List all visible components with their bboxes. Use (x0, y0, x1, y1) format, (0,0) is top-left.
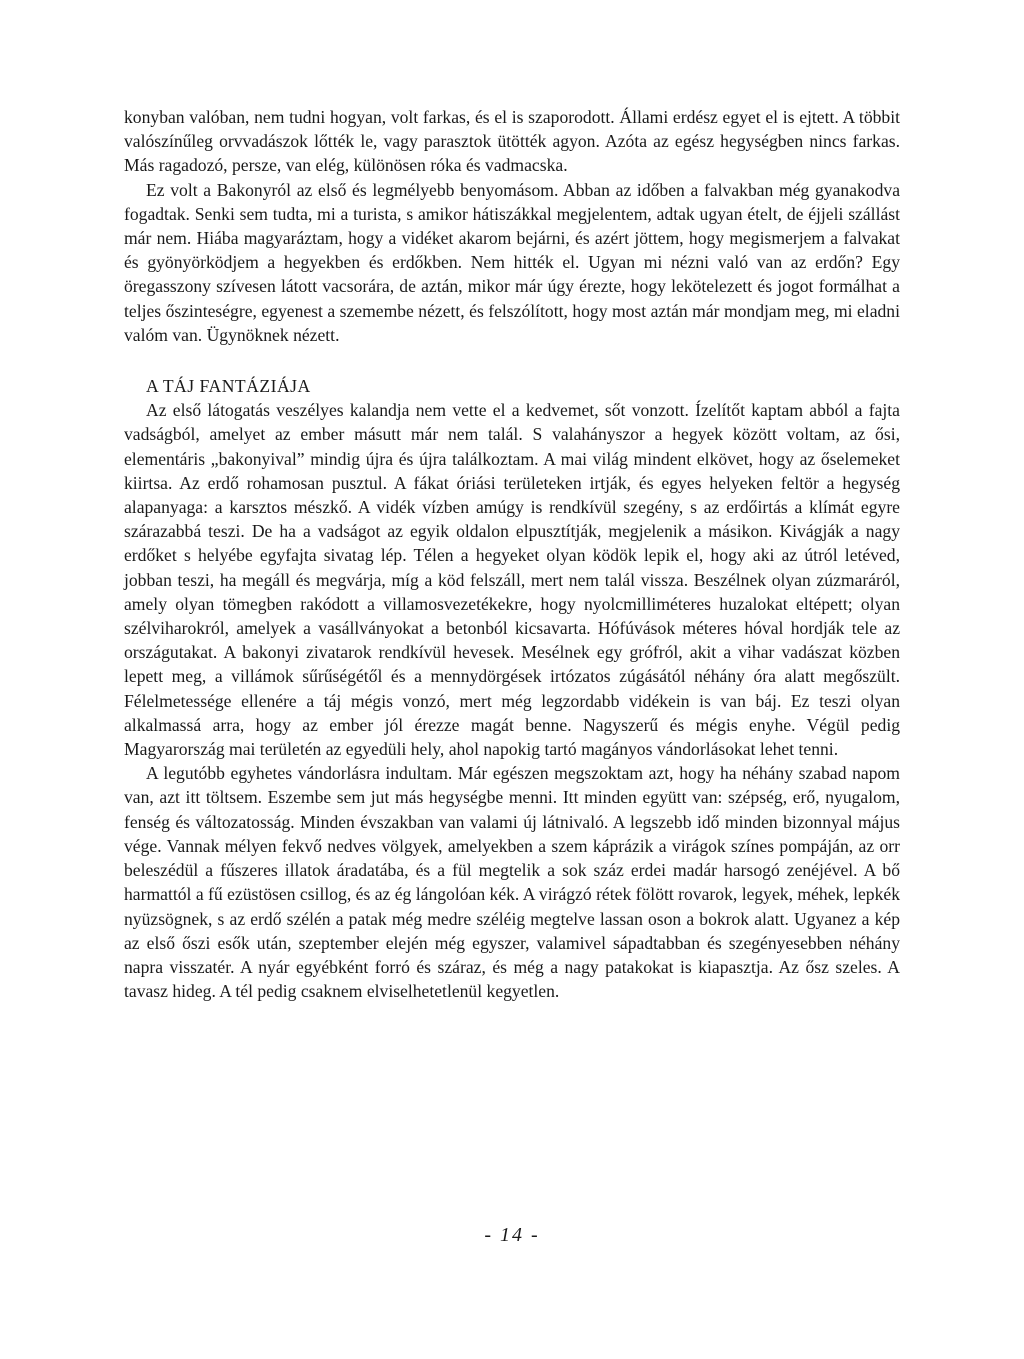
paragraph-wandering: A legutóbb egyhetes vándorlásra indultam. Már egészen megszoktam azt, hogy ha néhány szabad napom van, azt itt töltsem. Eszembe sem jut más hegységbe menni. Itt minden együtt van: szépség, erő, nyugalom, fenség és változatosság. Minden évszakban van valami új látnivaló. A legszebb idő minden bizonnyal május vége. Vannak mélyen fekvő nedves völgyek, amelyekben a szem káprázik a virágok színes pompáján, az orr beleszédül a fűszeres illatok áradatába, és a fül megtelik a sok száz erdei madár harsogó zenéjével. A bő harmattól a fű ezüstösen csillog, és az ég lángolóan kék. A virágzó rétek fölött rovarok, legyek, méhek, lepkék nyüzsögnek, s az erdő szélén a patak még medre széléig megtelve lassan oson a bokrok alatt. Ugyanez a kép az első őszi esők után, szeptember elején még egyszer, valamivel sápadtabban és szegényesebben néhány napra visszatér. A nyár egyébként forró és száraz, és még a nagy patakokat is kiapasztja. Az ősz szeles. A tavasz hideg. A tél pedig csaknem elviselhetetlenül kegyetlen. (124, 763, 900, 1002)
paragraph-continuation: konyban valóban, nem tudni hogyan, volt farkas, és el is szaporodott. Állami erdész egyet el is ejtett. A többit valószínűleg orvvadászok lőtték le, vagy parasztok ütötték agyon. Azóta az egész hegységben nincs farkas. Más ragadozó, persze, van elég, különösen róka és vadmacska. (124, 107, 900, 176)
page-number: - 14 - (484, 1224, 540, 1246)
paragraph-landscape: Az első látogatás veszélyes kalandja nem vette el a kedvemet, sőt vonzott. Ízelítőt kaptam abból a fajta vadságból, amelyet az ember másutt már nem talál. S valahányszor a hegyek között voltam, az ősi, elementáris „bakonyival” mindig újra és újra találkoztam. A mai világ mindent elkövet, hogy az őselemeket kiirtsa. Az erdő rohamosan pusztul. A fákat óriási területeken irtják, és egyes helyeken feltör a hegység alapanyaga: a karsztos mészkő. A vidék vízben amúgy is rendkívül szegény, s az erdőirtás a klímát egyre szárazabbá teszi. De ha a vadságot az egyik oldalon elpusztítják, megjelenik a másikon. Kivágják a nagy erdőket s helyébe egyfajta sivatag lép. Télen a hegyeket olyan ködök lepik el, hogy aki az útról letéved, jobban teszi, ha megáll és megvárja, míg a köd felszáll, mert nem talál vissza. Beszélnek olyan zúzmaráról, amely olyan tömegben rakódott a villamosvezetékekre, hogy nyolcmilliméteres huzalokat eltépett; olyan szélviharokról, amelyek a vasállványokat a betonból kicsavarta. Hófúvások méteres hóval hordják tele az országutakat. A bakonyi zivatarok rendkívül hevesek. Mesélnek egy grófról, akit a vihar vadászat közben lepett meg, a villámok sűrűségétől és a mennydörgések irtózatos zúgásától néhány óra alatt megőszült. Félelmetessége ellenére a táj mégis vonzó, mert még legzordabb vidékein is van báj. Ez teszi olyan alkalmassá arra, hogy az ember jól érezze magát benne. Nagyszerű és mégis enyhe. Végül pedig Magyarország mai területén az egyedüli hely, ahol napokig tartó magányos vándorlásokat lehet tenni. (124, 400, 900, 760)
section-title: A TÁJ FANTÁZIÁJA (146, 376, 311, 397)
paragraph-first-impression: Ez volt a Bakonyról az első és legmélyebb benyomásom. Abban az időben a falvakban még gyanakodva fogadtak. Senki sem tudta, mi a turista, s amikor hátiszákkal megjelentem, adtak ugyan ételt, de éjjeli szállást már nem. Hiába magyaráztam, hogy a vidéket akarom bejárni, és azért jöttem, hogy megismerjem a falvakat és gyönyörködjem a hegyekben és erdőkben. Nem hitték el. Ugyan mi nézni való van az erdőn? Egy öregasszony szívesen látott vacsorára, de aztán, mikor már úgy érezte, hogy lekötelezett és jogot formálhat a teljes őszinteségre, egyenest a szemembe nézett, és felszólított, hogy most aztán már mondjam meg, mi eladni valóm van. Ügynöknek nézett. (124, 179, 900, 345)
page-body (124, 105, 900, 1003)
